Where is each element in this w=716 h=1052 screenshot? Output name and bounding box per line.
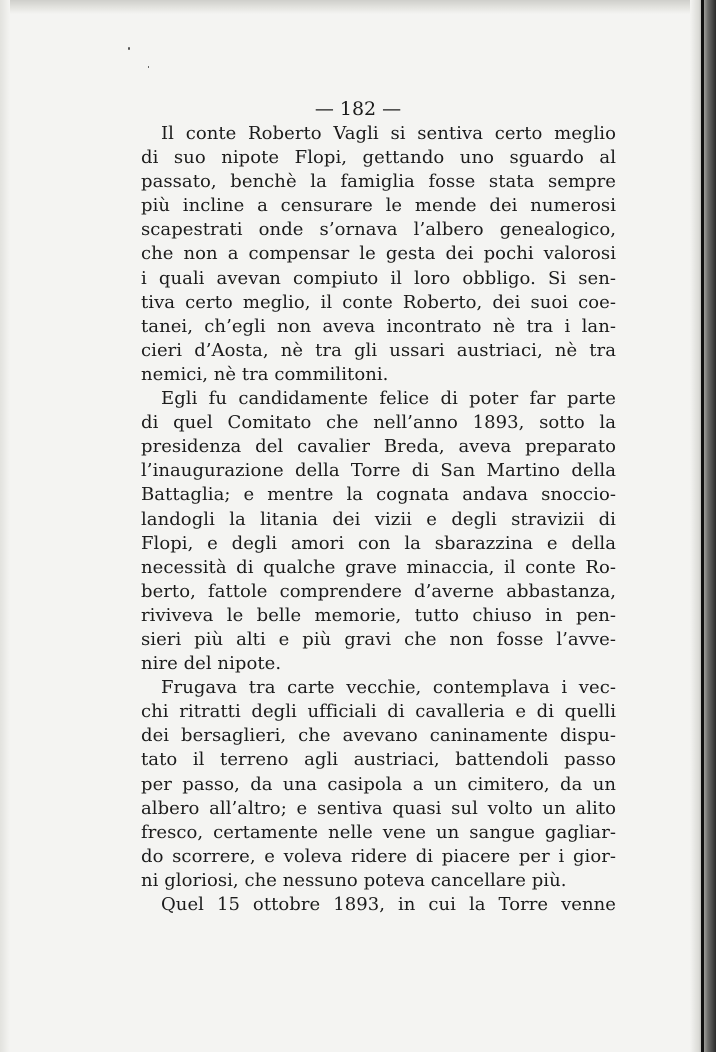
text-line: scapestrati onde s’ornava l’albero genealogico, [141,219,616,241]
text-line: passato, benchè la famiglia fosse stata sempre [141,171,616,193]
text-line: per passo, da una casipola a un cimitero, da un [141,773,616,795]
page-number: — 182 — [314,98,402,120]
text-line: sieri più alti e più gravi che non fosse l’avve- [141,628,616,650]
text-line: ni gloriosi, che nessuno poteva cancellare più. [141,869,567,891]
text-line: riviveva le belle memorie, tutto chiuso in pen- [141,604,616,626]
text-line: Frugava tra carte vecchie, contemplava i vec- [161,677,616,699]
text-line: l’inaugurazione della Torre di San Martino della [141,460,616,482]
text-line: fresco, certamente nelle vene un sangue gagliar- [141,821,616,843]
text-line: i quali avevan compiuto il loro obbligo. Si sen- [141,267,616,289]
text-line: Quel 15 ottobre 1893, in cui la Torre venne [161,894,616,915]
text-line: dei bersaglieri, che avevano caninamente dispu- [141,725,616,747]
text-line: chi ritratti degli ufficiali di cavalleria e di quelli [141,701,616,723]
book-spine-line [701,0,704,1052]
text-line: nemici, nè tra commilitoni. [141,363,389,385]
text-line: cieri d’Aosta, nè tra gli ussari austriaci, nè tra [141,339,616,361]
text-line: tanei, ch’egli non aveva incontrato nè tra i lan- [141,315,616,337]
text-line: berto, fattole comprendere d’averne abbastanza, [141,580,616,602]
text-line: di suo nipote Flopi, gettando uno sguardo al [141,147,616,169]
text-line: tato il terreno agli austriaci, battendoli passo [141,749,616,771]
text-line: presidenza del cavalier Breda, aveva preparato [141,436,616,458]
paper-speck [148,66,149,68]
body-text [141,122,616,917]
text-line: Flopi, e degli amori con la sbarazzina e della [141,532,616,554]
text-line: Battaglia; e mentre la cognata andava snoccio- [141,484,616,506]
text-line: do scorrere, e voleva ridere di piacere per i gior- [141,845,616,867]
text-line: albero all’altro; e sentiva quasi sul volto un alito [141,797,616,819]
text-line: nire del nipote. [141,653,282,675]
text-line: tiva certo meglio, il conte Roberto, dei suoi coe- [141,291,616,313]
page-left-edge [0,0,10,1052]
text-line: Egli fu candidamente felice di poter far parte [161,388,616,410]
text-line: di quel Comitato che nell’anno 1893, sotto la [141,412,616,434]
text-line: che non a compensar le gesta dei pochi valorosi [141,243,616,265]
text-line: necessità di qualche grave minaccia, il conte Ro- [141,556,616,578]
text-line: più incline a censurare le mende dei numerosi [141,195,616,217]
text-line: landogli la litania dei vizii e degli stravizii di [141,508,616,530]
page-top-edge [0,0,716,14]
paper-speck [128,47,130,50]
text-line: Il conte Roberto Vagli si sentiva certo meglio [161,123,616,144]
